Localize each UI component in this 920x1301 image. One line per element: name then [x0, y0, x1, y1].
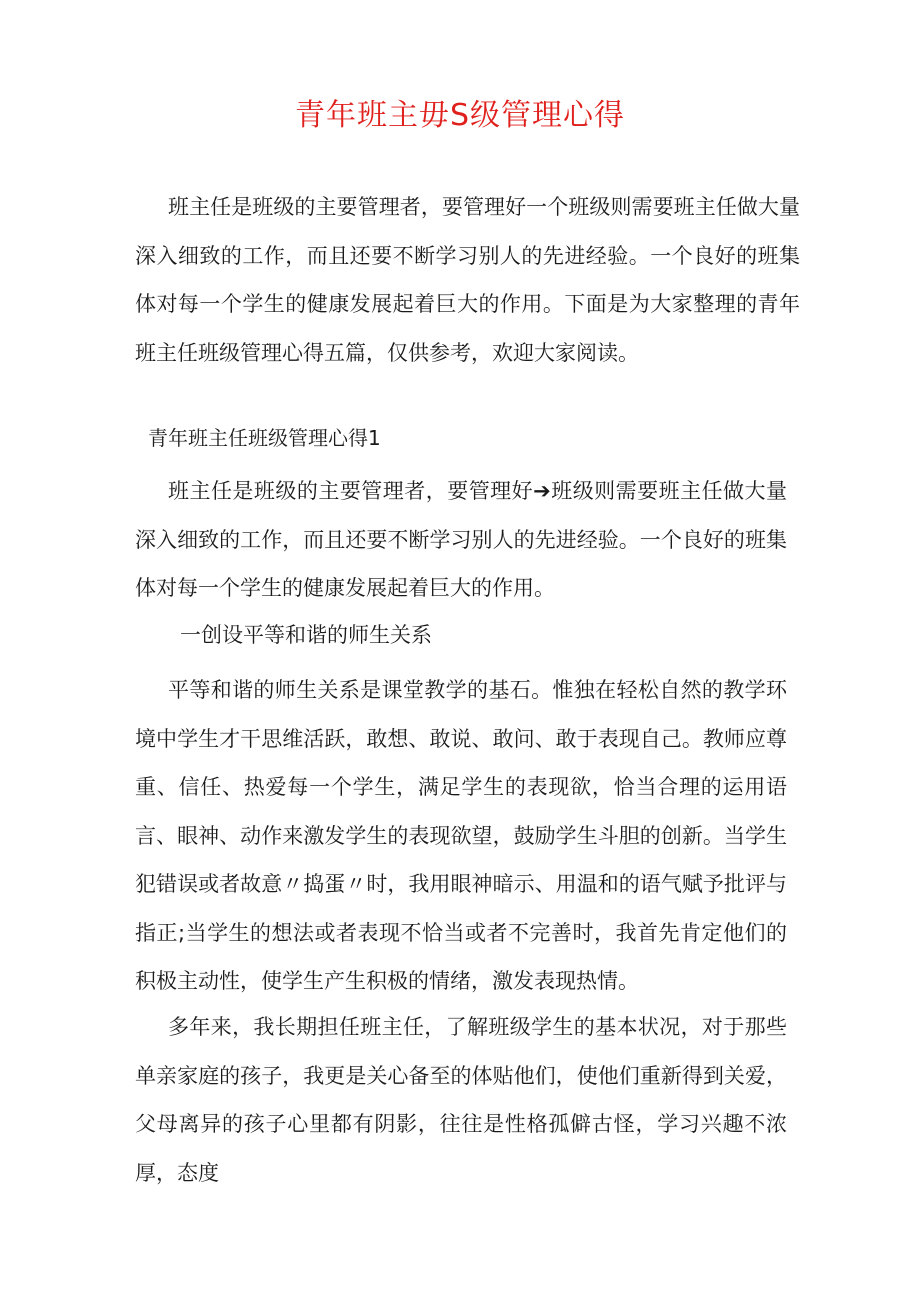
intro-text: 班主任是班级的主要管理者，要管理好一个班级则需要班主任做大量深入细致的工作，而且还要不断学习别人的先进经验。一个良好的班集体对每一个学生的健康发展起着巨大的作用。下面是为大家整理的青年班主任班级管理心得五篇，仅供参考，欢迎大家阅读。: [135, 195, 800, 365]
document-title: 青年班主毋S级管理心得: [294, 98, 626, 133]
paragraph-3-text: 多年来，我长期担任班主任，了解班级学生的基本状况，对于那些单亲家庭的孩子，我更是关心备至的体贴他们，使他们重新得到关爱，父母离异的孩子心里都有阴影，往往是性格孤僻古怪，学习兴趣不浓厚，态度: [135, 1015, 787, 1185]
intro-paragraph: [135, 183, 800, 377]
paragraph-2: [135, 666, 787, 1006]
sub-heading: 一创设平等和谐的师生关系: [180, 623, 432, 647]
paragraph-3: [135, 1003, 787, 1197]
paragraph-1-text: 班主任是班级的主要管理者，要管理好➔班级则需要班主任做大量深入细致的工作，而且还要不断学习别人的先进经验。一个良好的班集体对每一个学生的健康发展起着巨大的作用。: [135, 479, 787, 600]
section-heading: 青年班主任班级管理心得1: [148, 426, 381, 450]
paragraph-2-text: 平等和谐的师生关系是课堂教学的基石。惟独在轻松自然的教学环境中学生才干思维活跃，敢想、敢说、敢问、敢于表现自己。教师应尊重、信任、热爱每一个学生，满足学生的表现欲，恰当合理的运用语言、眼神、动作来激发学生的表现欲望，鼓励学生斗胆的创新。当学生犯错误或者故意〃捣蛋〃时，我用眼神暗示、用温和的语气赋予批评与指正;当学生的想法或者表现不恰当或者不完善时，我首先肯定他们的积极主动性，使学生产生积极的情绪，激发表现热情。: [135, 678, 787, 993]
paragraph-1: [135, 467, 787, 613]
